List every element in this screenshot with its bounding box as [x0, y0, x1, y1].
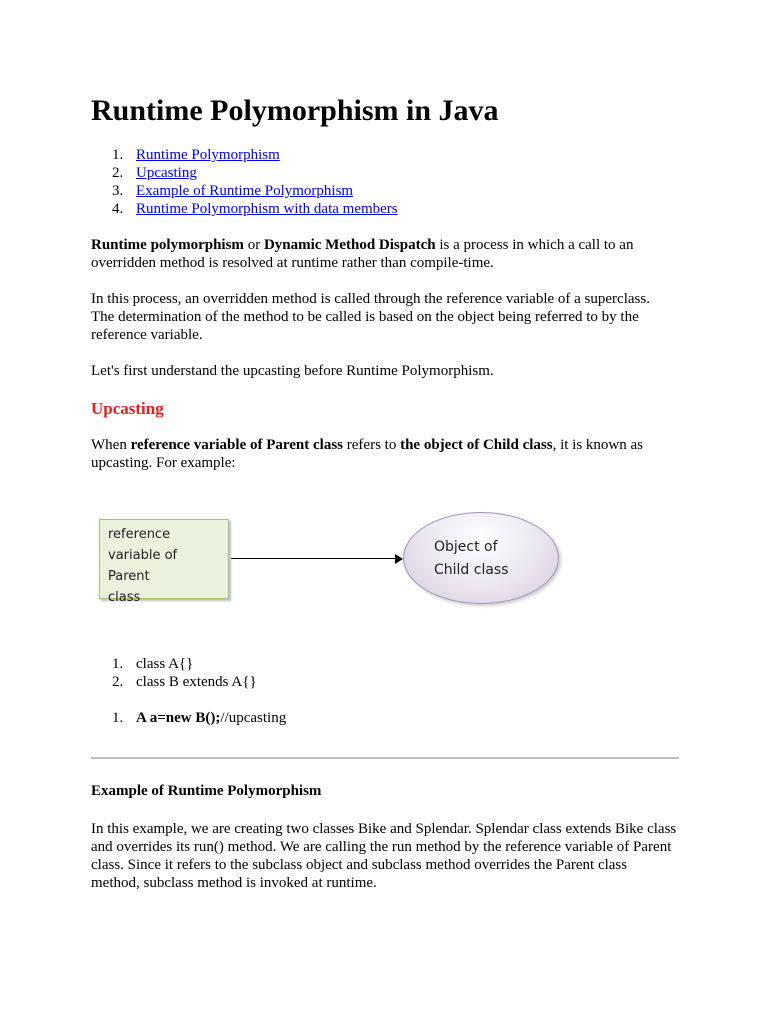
upcasting-heading: Upcasting: [91, 399, 164, 418]
ellipse-text-line: Child class: [434, 562, 509, 578]
code-comment: //upcasting: [220, 710, 287, 726]
text-span: When: [91, 437, 131, 453]
toc-link-upcasting[interactable]: Upcasting: [136, 165, 197, 181]
bold-term: the object of Child class: [400, 437, 553, 453]
code-line-number: 1.: [112, 656, 124, 672]
code-list-upcast: [91, 709, 286, 727]
toc-item-runtime-polymorphism: [91, 146, 398, 164]
example-heading: Example of Runtime Polymorphism: [91, 783, 322, 799]
reference-variable-box: [99, 519, 229, 605]
code-line: [91, 709, 286, 727]
toc-number: 4.: [112, 201, 124, 217]
toc-link-runtime-polymorphism[interactable]: Runtime Polymorphism: [136, 147, 280, 163]
code-bold: A a=new B();: [136, 710, 221, 726]
code-line: [91, 655, 257, 673]
upcasting-diagram: [91, 506, 571, 611]
text-span: or: [243, 237, 264, 253]
code-text: class B extends A{}: [136, 674, 257, 690]
toc-item-data-members: [91, 200, 398, 218]
toc-number: 2.: [112, 165, 124, 181]
child-object-ellipse: [403, 512, 559, 604]
code-line-number: 2.: [112, 674, 124, 690]
toc-link-data-members[interactable]: Runtime Polymorphism with data members: [136, 201, 398, 217]
lead-in-paragraph: Let's first understand the upcasting before Runtime Polymorphism.: [91, 363, 494, 379]
ellipse-text-line: Object of: [434, 539, 498, 555]
text-span: is a process in which a call to an overridden method is resolved at runtime rather than compile-time.: [91, 237, 634, 271]
intro-paragraph: [91, 236, 656, 272]
section-divider: [91, 757, 679, 759]
text-span: refers to: [343, 437, 401, 453]
toc-item-example: [91, 182, 398, 200]
box-text-line: variable of Parent: [108, 548, 178, 584]
code-line: [91, 673, 257, 691]
arrow-head-icon: [395, 554, 403, 564]
toc-number: 1.: [112, 147, 124, 163]
box-text-line: class: [108, 590, 141, 605]
bold-term: Dynamic Method Dispatch: [263, 237, 436, 253]
example-paragraph: In this example, we are creating two classes Bike and Splendar. Splendar class extends Bike class and overrides its run() method. We are calling the run method by the reference variable of Parent class. Since it refers to the subclass object and subclass method overrides the Parent class method, subclass method is invoked at runtime.: [91, 821, 677, 891]
code-text: class A{}: [136, 656, 194, 672]
bold-term: Runtime polymorphism: [91, 237, 244, 253]
table-of-contents: [91, 146, 398, 218]
toc-link-example[interactable]: Example of Runtime Polymorphism: [136, 183, 354, 199]
text-span: , it is known as upcasting. For example:: [91, 437, 643, 471]
bold-term: reference variable of Parent class: [130, 437, 344, 453]
toc-item-upcasting: [91, 164, 398, 182]
page-title: Runtime Polymorphism in Java: [91, 94, 499, 127]
code-list-classes: [91, 655, 257, 691]
box-text-line: reference: [108, 527, 171, 542]
upcasting-paragraph: [91, 436, 651, 472]
arrow-line: [231, 558, 401, 559]
toc-number: 3.: [112, 183, 124, 199]
code-line-number: 1.: [112, 710, 124, 726]
process-paragraph: In this process, an overridden method is called through the reference variable of a superclass. The determination of the method to be called is based on the object being referred to by the reference variable.: [91, 291, 650, 343]
